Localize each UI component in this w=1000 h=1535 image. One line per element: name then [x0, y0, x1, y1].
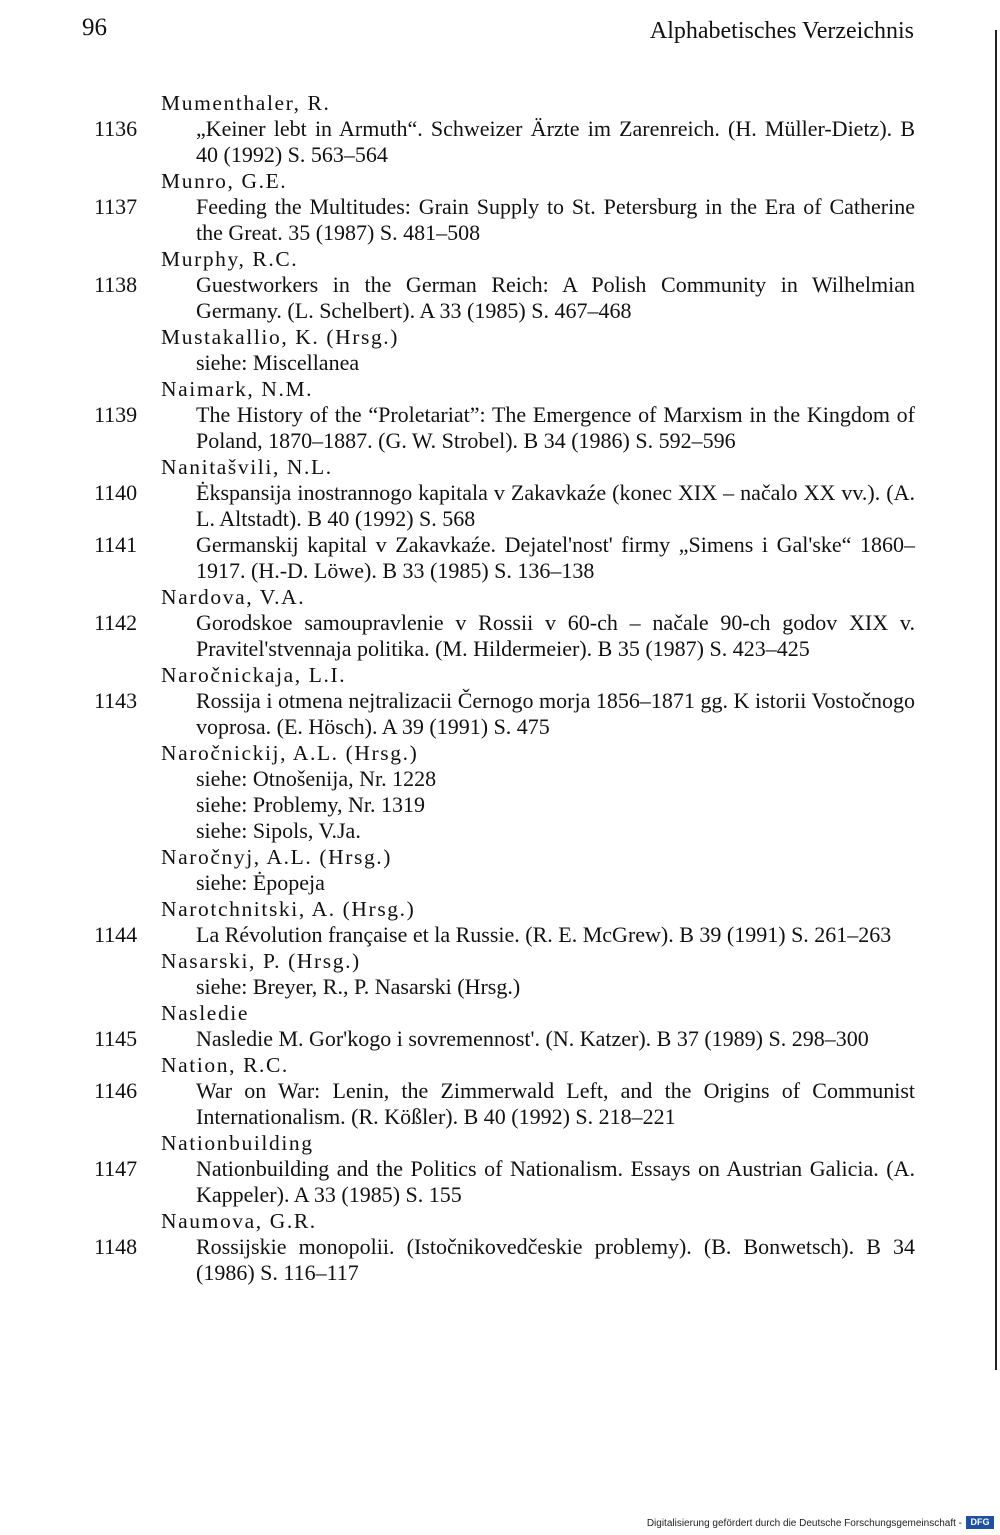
entry-number: 1145: [94, 1026, 138, 1051]
index-entry: [0, 116, 915, 168]
entry-text: Rossija i otmena nejtralizacii Černogo morja 1856–1871 gg. K istorii Vostočnogo voprosa. (E. Hösch). A 39 (1991) S. 475: [196, 688, 915, 739]
author-heading: Nasledie: [161, 1001, 250, 1025]
author-heading: Naročnickij, A.L. (Hrsg.): [161, 741, 419, 765]
entry-text: The History of the “Proletariat”: The Emergence of Marxism in the Kingdom of Poland, 1870–1887. (G. W. Strobel). B 34 (1986) S. 592–596: [196, 402, 915, 453]
author-heading: Nation, R.C.: [161, 1053, 289, 1077]
index-entry: [0, 1234, 915, 1286]
entry-text: Feeding the Multitudes: Grain Supply to St. Petersburg in the Era of Catherine the Great. 35 (1987) S. 481–508: [196, 194, 915, 245]
see-reference: siehe: Ėpopeja: [196, 870, 325, 895]
index-entries: [0, 90, 1000, 1286]
index-entry: [0, 480, 915, 532]
see-reference: siehe: Sipols, V.Ja.: [196, 818, 361, 843]
entry-number: 1142: [94, 610, 138, 635]
see-reference: siehe: Otnošenija, Nr. 1228: [196, 766, 437, 791]
index-entry: [0, 688, 915, 740]
entry-text: Guestworkers in the German Reich: A Polish Community in Wilhelmian Germany. (L. Schelbert). A 33 (1985) S. 467–468: [196, 272, 915, 323]
entry-text: La Révolution française et la Russie. (R. E. McGrew). B 39 (1991) S. 261–263: [196, 922, 892, 947]
author-heading: Narotchnitski, A. (Hrsg.): [161, 897, 416, 921]
entry-number: 1147: [94, 1156, 138, 1181]
page-number: 96: [82, 14, 107, 41]
see-reference: siehe: Problemy, Nr. 1319: [196, 792, 425, 817]
author-heading: Naročnickaja, L.I.: [161, 663, 347, 687]
entry-number: 1139: [94, 402, 138, 427]
entry-number: 1143: [94, 688, 138, 713]
entry-number: 1136: [94, 116, 138, 141]
entry-text: Germanskij kapital v Zakavkaźe. Dejatel'nost' firmy „Simens i Gal'ske“ 1860–1917. (H.-D. Löwe). B 33 (1985) S. 136–138: [196, 532, 915, 583]
entry-number: 1140: [94, 480, 138, 505]
author-heading: Naumova, G.R.: [161, 1209, 317, 1233]
entry-number: 1137: [94, 194, 138, 219]
see-reference: siehe: Breyer, R., P. Nasarski (Hrsg.): [196, 974, 521, 999]
index-entry: [0, 1078, 915, 1130]
entry-number: 1144: [94, 922, 138, 947]
index-entry: [0, 532, 915, 584]
see-reference: siehe: Miscellanea: [196, 350, 360, 375]
entry-text: Gorodskoe samoupravlenie v Rossii v 60-ch – načale 90-ch godov XIX v. Pravitel'stvennaja politika. (M. Hildermeier). B 35 (1987) S. 423–425: [196, 610, 915, 661]
author-heading: Naročnyj, A.L. (Hrsg.): [161, 845, 393, 869]
entry-text: Nationbuilding and the Politics of Nationalism. Essays on Austrian Galicia. (A. Kappeler). A 33 (1985) S. 155: [196, 1156, 915, 1207]
entry-text: Ėkspansija inostrannogo kapitala v Zakavkaźe (konec XIX – načalo XX vv.). (A. L. Altstadt). B 40 (1992) S. 568: [196, 480, 915, 531]
author-heading: Nardova, V.A.: [161, 585, 306, 609]
entry-number: 1146: [94, 1078, 138, 1103]
author-heading: Murphy, R.C.: [161, 247, 299, 271]
author-heading: Nanitašvili, N.L.: [161, 455, 333, 479]
funding-note: Digitalisierung gefördert durch die Deutsche Forschungsgemeinschaft -: [646, 1518, 962, 1529]
author-heading: Nationbuilding: [161, 1131, 314, 1155]
index-entry: [0, 194, 915, 246]
entry-text: War on War: Lenin, the Zimmerwald Left, and the Origins of Communist Internationalism. (R. Kößler). B 40 (1992) S. 218–221: [196, 1078, 915, 1129]
author-heading: Mustakallio, K. (Hrsg.): [161, 325, 400, 349]
index-entry: [0, 1026, 915, 1052]
entry-number: 1148: [94, 1234, 138, 1259]
entry-text: Nasledie M. Gor'kogo i sovremennost'. (N. Katzer). B 37 (1989) S. 298–300: [196, 1026, 869, 1051]
entry-number: 1141: [94, 532, 138, 557]
index-entry: [0, 922, 915, 948]
entry-text: Rossijskie monopolii. (Istočnikovedčeskie problemy). (B. Bonwetsch). B 34 (1986) S. 116–117: [196, 1234, 915, 1285]
author-heading: Mumenthaler, R.: [161, 91, 331, 115]
entry-number: 1138: [94, 272, 138, 297]
index-entry: [0, 272, 915, 324]
index-entry: [0, 1156, 915, 1208]
author-heading: Munro, G.E.: [161, 169, 288, 193]
author-heading: Naimark, N.M.: [161, 377, 314, 401]
dfg-logo: DFG: [966, 1516, 994, 1529]
index-entry: [0, 402, 915, 454]
entry-text: „Keiner lebt in Armuth“. Schweizer Ärzte im Zarenreich. (H. Müller-Dietz). B 40 (1992) S. 563–564: [196, 116, 915, 167]
author-heading: Nasarski, P. (Hrsg.): [161, 949, 361, 973]
running-head: Alphabetisches Verzeichnis: [649, 18, 914, 44]
index-entry: [0, 610, 915, 662]
